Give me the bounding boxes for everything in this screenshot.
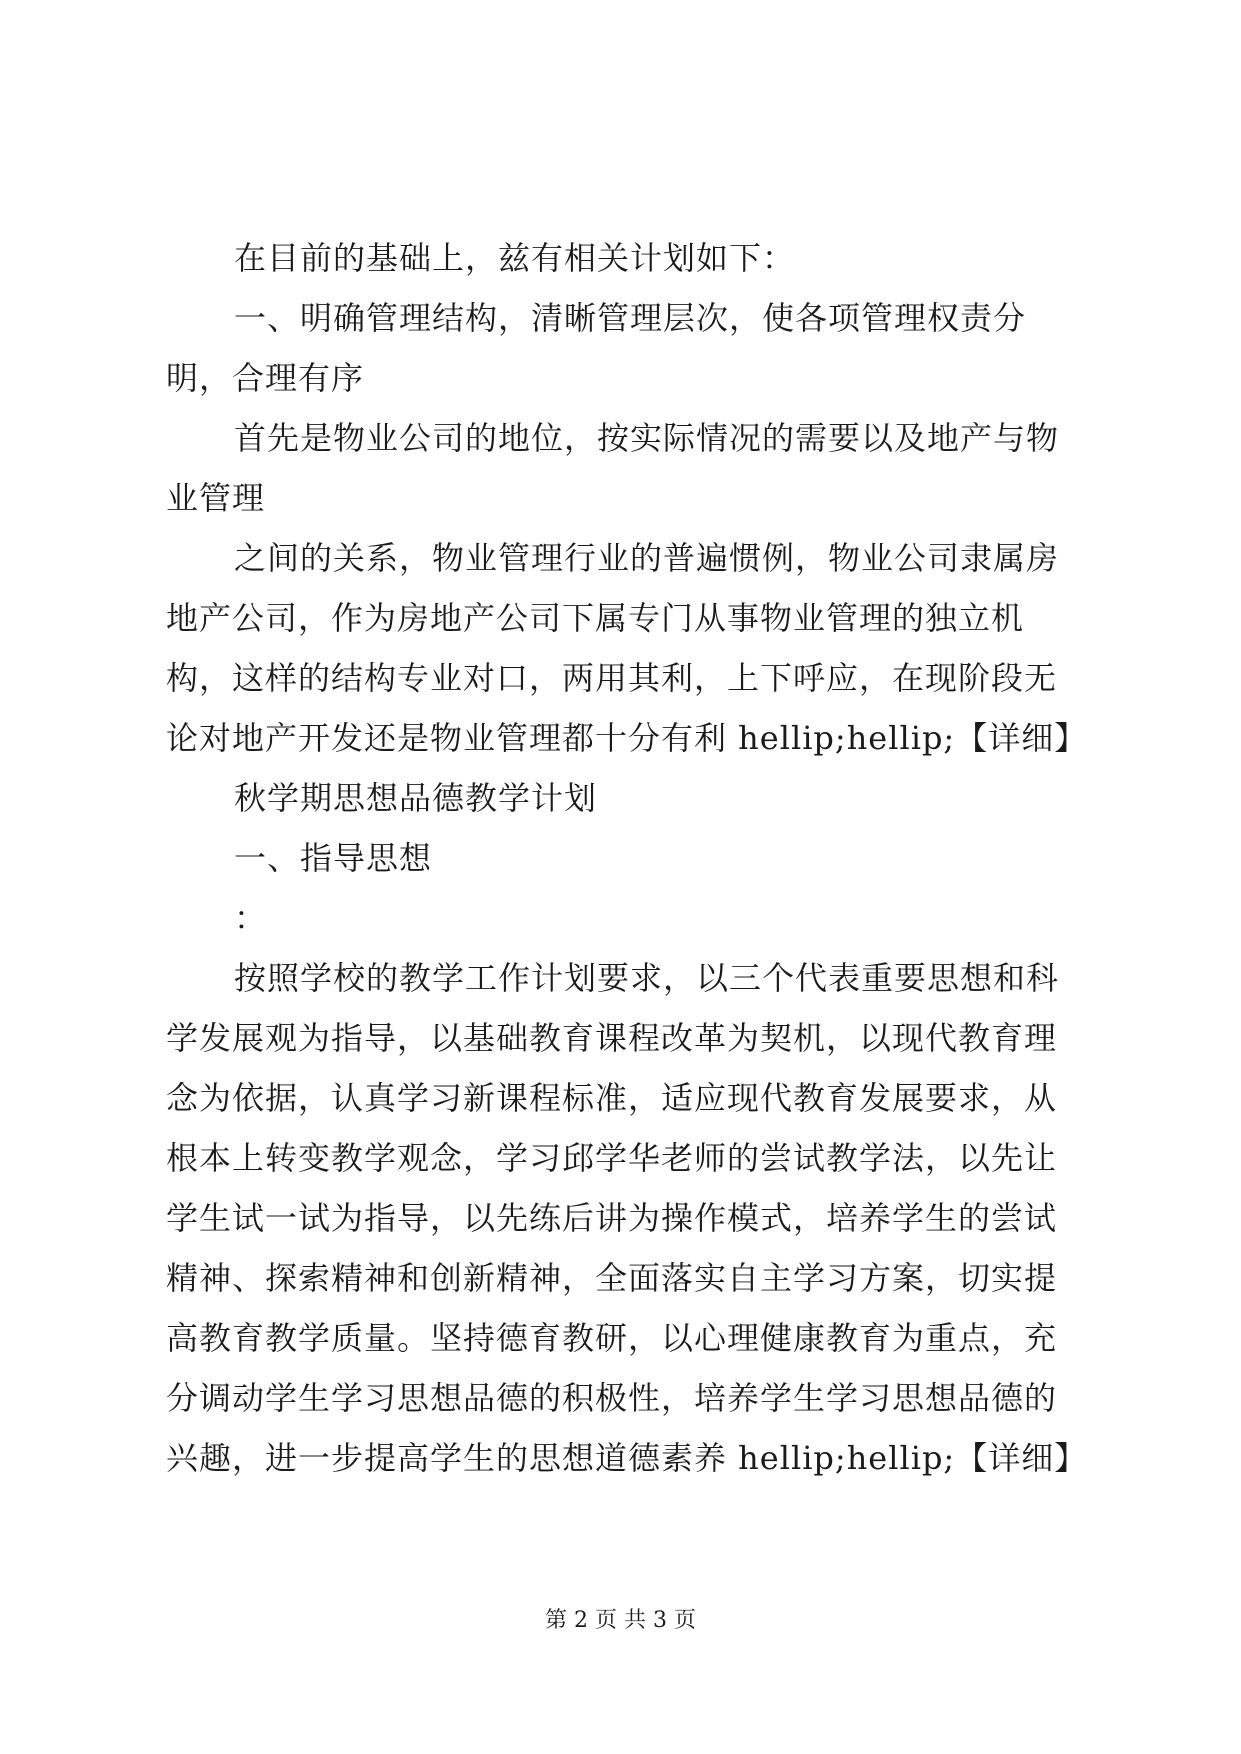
paragraph-intro: 在目前的基础上，兹有相关计划如下： (234, 239, 796, 277)
paragraph-heading-guiding: 一、指导思想 (234, 839, 433, 877)
paragraph-heading-management: 一、明确管理结构，清晰管理层次，使各项管理权责分明，合理有序 (166, 299, 1027, 397)
paragraph-teaching-body: 按照学校的教学工作计划要求，以三个代表重要思想和科学发展观为指导，以基础教育课程改革为契机，以现代教育理念为依据，认真学习新课程标准，适应现代教育发展要求，从根本上转变教学观念，学习邱学华老师的尝试教学法，以先让学生试一试为指导，以先练后讲为操作模式，培养学生的尝试精神、探索精神和创新精神，全面落实自主学习方案，切实提高教育教学质量。坚持德育教研，以心理健康教育为重点，充分调动学生学习思想品德的积极性，培养学生学习思想品德的兴趣，进一步提高学生的思想道德素养 hellip;hellip;【详细】 (166, 959, 1088, 1477)
document-body (166, 228, 1086, 1488)
paragraph-colon: ： (234, 899, 268, 937)
paragraph-company-status: 首先是物业公司的地位，按实际情况的需要以及地产与物业管理 (166, 419, 1060, 517)
paragraph-relationship: 之间的关系，物业管理行业的普遍惯例，物业公司隶属房地产公司，作为房地产公司下属专门从事物业管理的独立机构，这样的结构专业对口，两用其利，上下呼应，在现阶段无论对地产开发还是物业管理都十分有利 hellip;hellip;【详细】 (166, 539, 1088, 757)
page-number-footer: 第 2 页 共 3 页 (545, 1608, 696, 1633)
paragraph-title-teaching-plan: 秋学期思想品德教学计划 (234, 779, 598, 817)
